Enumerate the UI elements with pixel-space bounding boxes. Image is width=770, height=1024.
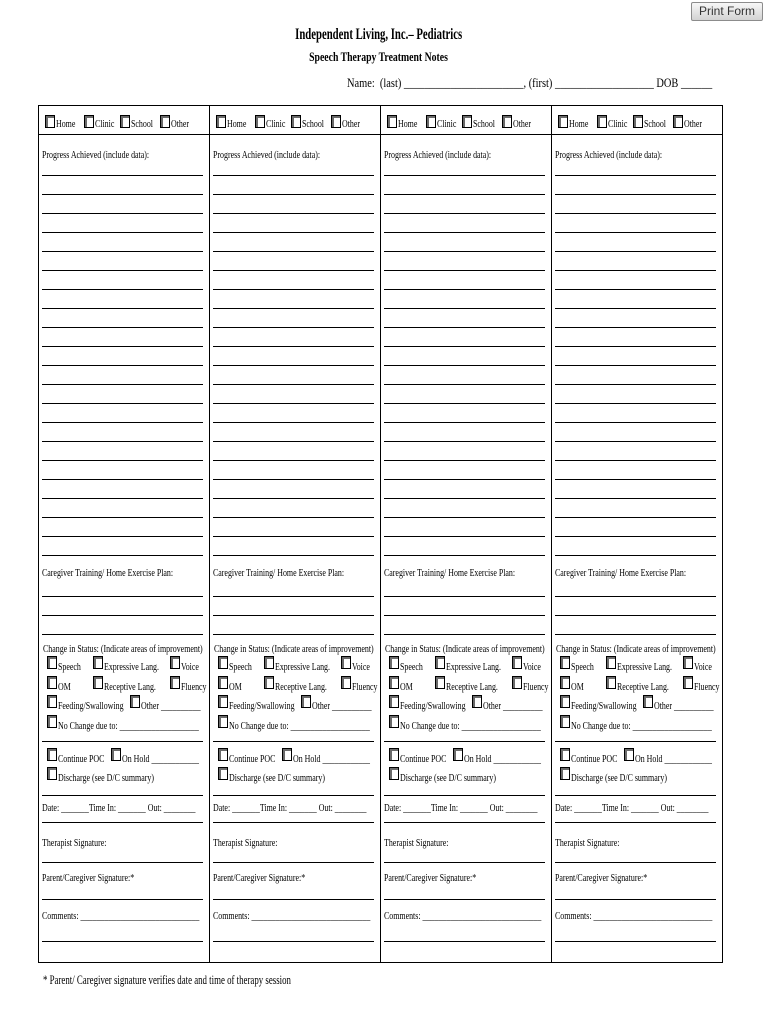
change-voice-label: Voice [352,661,370,673]
change-voice-checkbox[interactable] [512,656,522,669]
dob-field[interactable]: ______ [680,75,713,90]
on-hold-checkbox[interactable] [111,748,121,761]
section-divider [555,795,716,796]
setting-school-label: School [302,118,325,130]
date-time-field[interactable]: Date: _______Time In: _______ Out: ________ [42,802,196,814]
change-expressive-lang-label: Expressive Lang. [275,661,330,673]
setting-home-label: Home [56,118,76,130]
setting-clinic-checkbox[interactable] [255,115,265,128]
progress-label: Progress Achieved (include data): [213,149,321,161]
footnote: * Parent/ Caregiver signature verifies date and time of therapy session [43,972,291,987]
last-name-field[interactable]: _______________________ [403,75,524,90]
first-name-label: , (first) [523,75,555,90]
setting-home-label: Home [569,118,589,130]
change-voice-label: Voice [523,661,541,673]
change-in-status-label: Change in Status: (Indicate areas of improvement) [43,643,203,655]
change-receptive-lang-label: Receptive Lang. [617,681,669,693]
caregiver-training-label: Caregiver Training/ Home Exercise Plan: [42,567,174,579]
form-title: Independent Living, Inc.– Pediatrics [294,26,463,43]
caregiver-training-label: Caregiver Training/ Home Exercise Plan: [213,567,345,579]
no-change-field[interactable]: No Change due to: ____________________ [400,720,541,732]
section-divider [555,822,716,823]
change-other-checkbox[interactable] [130,695,140,708]
setting-other-checkbox[interactable] [502,115,512,128]
dob-label: DOB [653,75,681,90]
discharge-checkbox[interactable] [389,767,399,780]
change-voice-checkbox[interactable] [170,656,180,669]
no-change-checkbox[interactable] [389,715,399,728]
continue-poc-checkbox[interactable] [218,748,228,761]
change-receptive-lang-checkbox[interactable] [93,676,103,689]
change-feeding-swallowing-checkbox[interactable] [47,695,57,708]
change-om-checkbox[interactable] [47,676,57,689]
change-feeding-swallowing-label: Feeding/Swallowing [571,700,637,712]
section-divider [384,741,545,742]
change-in-status-label: Change in Status: (Indicate areas of improvement) [214,643,374,655]
continue-poc-label: Continue POC [571,753,618,765]
section-divider [42,795,203,796]
change-feeding-swallowing-label: Feeding/Swallowing [400,700,466,712]
setting-other-label: Other [684,118,703,130]
parent-signature-label: Parent/Caregiver Signature:* [213,872,306,884]
progress-notes-field[interactable] [384,175,545,556]
change-fluency-checkbox[interactable] [683,676,693,689]
print-form-button[interactable]: Print Form [691,2,763,21]
change-om-checkbox[interactable] [389,676,399,689]
date-time-field[interactable]: Date: _______Time In: _______ Out: ________ [555,802,709,814]
discharge-label: Discharge (see D/C summary) [400,772,496,784]
section-divider [213,741,374,742]
change-feeding-swallowing-checkbox[interactable] [389,695,399,708]
comments-line[interactable] [213,941,374,942]
no-change-checkbox[interactable] [47,715,57,728]
setting-clinic-label: Clinic [266,118,286,130]
no-change-field[interactable]: No Change due to: ____________________ [58,720,199,732]
therapist-signature-label: Therapist Signature: [213,837,278,849]
parent-signature-field[interactable] [555,899,716,900]
continue-poc-label: Continue POC [58,753,105,765]
discharge-checkbox[interactable] [560,767,570,780]
progress-label: Progress Achieved (include data): [555,149,663,161]
progress-notes-field[interactable] [42,175,203,556]
setting-clinic-checkbox[interactable] [597,115,607,128]
change-fluency-label: Fluency [694,681,720,693]
setting-clinic-label: Clinic [437,118,457,130]
discharge-checkbox[interactable] [47,767,57,780]
section-divider [555,741,716,742]
continue-poc-label: Continue POC [400,753,447,765]
continue-poc-checkbox[interactable] [389,748,399,761]
change-speech-label: Speech [571,661,594,673]
column-divider [380,105,381,962]
setting-clinic-checkbox[interactable] [84,115,94,128]
progress-label: Progress Achieved (include data): [42,149,150,161]
change-speech-checkbox[interactable] [47,656,57,669]
change-expressive-lang-checkbox[interactable] [435,656,445,669]
change-other-checkbox[interactable] [301,695,311,708]
change-voice-label: Voice [181,661,199,673]
change-expressive-lang-label: Expressive Lang. [617,661,672,673]
setting-other-checkbox[interactable] [673,115,683,128]
caregiver-training-label: Caregiver Training/ Home Exercise Plan: [384,567,516,579]
comments-line[interactable] [555,941,716,942]
change-receptive-lang-checkbox[interactable] [606,676,616,689]
change-voice-label: Voice [694,661,712,673]
setting-other-checkbox[interactable] [160,115,170,128]
column-divider [209,105,210,962]
section-divider [213,822,374,823]
caregiver-training-field[interactable] [555,596,716,635]
setting-home-checkbox[interactable] [45,115,55,128]
section-divider [42,822,203,823]
change-receptive-lang-label: Receptive Lang. [104,681,156,693]
no-change-checkbox[interactable] [560,715,570,728]
change-speech-label: Speech [58,661,81,673]
change-fluency-label: Fluency [352,681,378,693]
setting-school-checkbox[interactable] [633,115,643,128]
therapist-signature-field[interactable] [555,862,716,863]
therapist-signature-field[interactable] [42,862,203,863]
change-speech-label: Speech [229,661,252,673]
change-other-field[interactable]: Other __________ [483,700,543,712]
change-expressive-lang-checkbox[interactable] [264,656,274,669]
change-om-label: OM [58,681,71,693]
on-hold-checkbox[interactable] [624,748,634,761]
change-other-checkbox[interactable] [643,695,653,708]
therapist-signature-label: Therapist Signature: [42,837,107,849]
no-change-field[interactable]: No Change due to: ____________________ [229,720,370,732]
change-in-status-label: Change in Status: (Indicate areas of improvement) [556,643,716,655]
setting-other-label: Other [342,118,361,130]
on-hold-field[interactable]: On Hold ____________ [293,753,371,765]
change-fluency-label: Fluency [523,681,549,693]
section-divider [42,741,203,742]
setting-school-label: School [473,118,496,130]
change-expressive-lang-label: Expressive Lang. [104,661,159,673]
setting-school-label: School [644,118,667,130]
on-hold-checkbox[interactable] [453,748,463,761]
on-hold-checkbox[interactable] [282,748,292,761]
setting-clinic-label: Clinic [95,118,115,130]
change-fluency-checkbox[interactable] [170,676,180,689]
on-hold-field[interactable]: On Hold ____________ [122,753,200,765]
therapist-signature-field[interactable] [384,862,545,863]
change-other-field[interactable]: Other __________ [312,700,372,712]
change-speech-checkbox[interactable] [560,656,570,669]
caregiver-training-label: Caregiver Training/ Home Exercise Plan: [555,567,687,579]
change-speech-checkbox[interactable] [218,656,228,669]
column-divider [551,105,552,962]
change-expressive-lang-label: Expressive Lang. [446,661,501,673]
setting-clinic-checkbox[interactable] [426,115,436,128]
setting-school-label: School [131,118,154,130]
continue-poc-label: Continue POC [229,753,276,765]
discharge-label: Discharge (see D/C summary) [571,772,667,784]
date-time-field[interactable]: Date: _______Time In: _______ Out: ________ [213,802,367,814]
setting-home-checkbox[interactable] [216,115,226,128]
change-feeding-swallowing-checkbox[interactable] [560,695,570,708]
change-receptive-lang-checkbox[interactable] [435,676,445,689]
comments-line[interactable] [42,941,203,942]
discharge-label: Discharge (see D/C summary) [229,772,325,784]
change-voice-checkbox[interactable] [341,656,351,669]
setting-home-label: Home [227,118,247,130]
change-feeding-swallowing-label: Feeding/Swallowing [229,700,295,712]
change-in-status-label: Change in Status: (Indicate areas of improvement) [385,643,545,655]
setting-school-checkbox[interactable] [120,115,130,128]
setting-other-label: Other [513,118,532,130]
change-expressive-lang-checkbox[interactable] [606,656,616,669]
change-other-field[interactable]: Other __________ [141,700,201,712]
no-change-checkbox[interactable] [218,715,228,728]
change-om-checkbox[interactable] [218,676,228,689]
comments-field[interactable]: Comments: ______________________________ [213,910,371,922]
on-hold-field[interactable]: On Hold ____________ [464,753,542,765]
continue-poc-checkbox[interactable] [47,748,57,761]
change-om-label: OM [400,681,413,693]
section-divider [384,822,545,823]
progress-label: Progress Achieved (include data): [384,149,492,161]
change-receptive-lang-checkbox[interactable] [264,676,274,689]
change-feeding-swallowing-label: Feeding/Swallowing [58,700,124,712]
parent-signature-label: Parent/Caregiver Signature:* [555,872,648,884]
last-name-label: Name: (last) [347,75,404,90]
setting-school-checkbox[interactable] [291,115,301,128]
change-expressive-lang-checkbox[interactable] [93,656,103,669]
form-subtitle: Speech Therapy Treatment Notes [309,49,448,64]
no-change-field[interactable]: No Change due to: ____________________ [571,720,712,732]
therapist-signature-label: Therapist Signature: [555,837,620,849]
caregiver-training-field[interactable] [42,596,203,635]
progress-notes-field[interactable] [213,175,374,556]
caregiver-training-field[interactable] [384,596,545,635]
patient-name-line [347,76,712,90]
comments-field[interactable]: Comments: ______________________________ [384,910,542,922]
change-speech-label: Speech [400,661,423,673]
discharge-label: Discharge (see D/C summary) [58,772,154,784]
change-fluency-checkbox[interactable] [341,676,351,689]
setting-clinic-label: Clinic [608,118,628,130]
section-divider [213,795,374,796]
change-fluency-label: Fluency [181,681,207,693]
title-block [0,26,757,44]
change-om-label: OM [571,681,584,693]
section-divider [384,795,545,796]
parent-signature-label: Parent/Caregiver Signature:* [384,872,477,884]
setting-school-checkbox[interactable] [462,115,472,128]
setting-home-checkbox[interactable] [387,115,397,128]
parent-signature-field[interactable] [384,899,545,900]
change-fluency-checkbox[interactable] [512,676,522,689]
caregiver-training-field[interactable] [213,596,374,635]
discharge-checkbox[interactable] [218,767,228,780]
change-voice-checkbox[interactable] [683,656,693,669]
continue-poc-checkbox[interactable] [560,748,570,761]
on-hold-field[interactable]: On Hold ____________ [635,753,713,765]
change-feeding-swallowing-checkbox[interactable] [218,695,228,708]
setting-other-checkbox[interactable] [331,115,341,128]
change-receptive-lang-label: Receptive Lang. [446,681,498,693]
comments-line[interactable] [384,941,545,942]
setting-home-label: Home [398,118,418,130]
change-other-field[interactable]: Other __________ [654,700,714,712]
setting-home-checkbox[interactable] [558,115,568,128]
subtitle-block [0,48,757,66]
comments-field[interactable]: Comments: ______________________________ [555,910,713,922]
change-receptive-lang-label: Receptive Lang. [275,681,327,693]
parent-signature-label: Parent/Caregiver Signature:* [42,872,135,884]
therapist-signature-field[interactable] [213,862,374,863]
change-other-checkbox[interactable] [472,695,482,708]
progress-notes-field[interactable] [555,175,716,556]
change-om-checkbox[interactable] [560,676,570,689]
change-speech-checkbox[interactable] [389,656,399,669]
header-row-divider [38,134,722,135]
setting-other-label: Other [171,118,190,130]
comments-field[interactable]: Comments: ______________________________ [42,910,200,922]
parent-signature-field[interactable] [42,899,203,900]
date-time-field[interactable]: Date: _______Time In: _______ Out: ________ [384,802,538,814]
first-name-field[interactable]: ___________________ [554,75,654,90]
therapist-signature-label: Therapist Signature: [384,837,449,849]
change-om-label: OM [229,681,242,693]
parent-signature-field[interactable] [213,899,374,900]
